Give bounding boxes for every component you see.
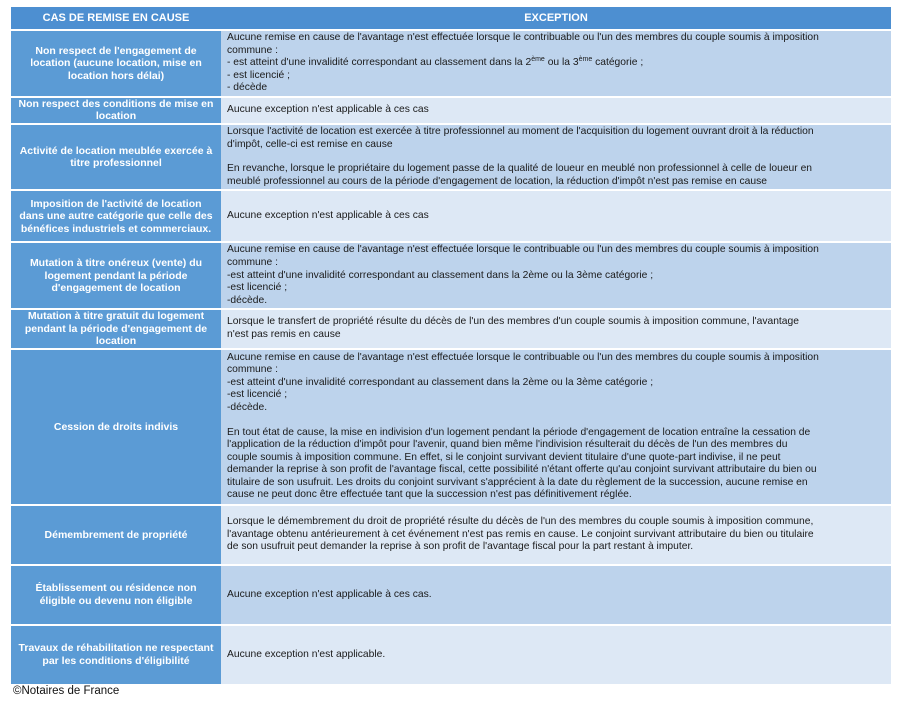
exception-line: de son usufruit peut demander la reprise à son profit de l'avantage fiscal pour la part restant à imputer. xyxy=(227,541,694,553)
exception-line: En revanche, lorsque le propriétaire du logement passe de la qualité de loueur en meublé non professionnel à celle de loueur en xyxy=(227,163,813,175)
exception-line: meublé professionnel au cours de la période d'engagement de location, la réduction d'impôt n'est pas remise en cause xyxy=(227,175,767,187)
superscript: ème xyxy=(531,56,545,64)
exception-cell: Aucune exception n'est applicable à ces cas xyxy=(221,191,891,241)
copyright-footer: ©Notaires de France xyxy=(13,685,120,697)
exception-line: -décède. xyxy=(227,294,268,306)
superscript: ème xyxy=(578,56,593,64)
header-row xyxy=(11,7,891,29)
exception-line: - est atteint d'une invalidité correspondant au classement dans la 2ème ou la 3ème catégorie ; xyxy=(227,56,644,69)
exception-line: -est licencié ; xyxy=(227,389,288,401)
table-row xyxy=(11,350,891,504)
exception-line: couple soumis à imposition commune. En effet, si le conjoint survivant devient titulaire d'une quote-part indivise, il ne peut xyxy=(227,451,781,463)
exception-line: cause ne peut donc être effectuée tant que la succession n'est pas définitivement réglée. xyxy=(227,489,632,501)
exception-cell xyxy=(221,350,891,504)
exception-cell: Aucune exception n'est applicable à ces cas. xyxy=(221,566,891,624)
exception-line: Aucune remise en cause de l'avantage n'est effectuée lorsque le contribuable ou l'un des membres du couple soumis à imposition xyxy=(227,244,819,256)
case-cell: Non respect des conditions de mise en location xyxy=(11,98,221,123)
exception-line: -est atteint d'une invalidité correspondant au classement dans la 2ème ou la 3ème catégorie ; xyxy=(227,269,654,281)
exception-column-header: EXCEPTION xyxy=(221,7,891,29)
table-row xyxy=(11,626,891,684)
exception-line: d'impôt, celle-ci est remise en cause xyxy=(227,138,393,150)
exception-line: commune : xyxy=(227,44,278,56)
table-row xyxy=(11,310,891,348)
case-cell: Non respect de l'engagement de location (aucune location, mise en location hors délai) xyxy=(11,31,221,96)
table-row xyxy=(11,506,891,564)
exception-line: Aucune remise en cause de l'avantage n'est effectuée lorsque le contribuable ou l'un des membres du couple soumis à imposition xyxy=(227,351,819,363)
table-row xyxy=(11,191,891,241)
exception-line: Lorsque le transfert de propriété résulte du décès de l'un des membres d'un couple soumis à imposition commune, l'avantage xyxy=(227,316,799,328)
remise-en-cause-table xyxy=(11,5,891,686)
case-cell: Imposition de l'activité de location dans une autre catégorie que celle des bénéfices industriels et commerciaux. xyxy=(11,191,221,241)
case-cell: Mutation à titre gratuit du logement pendant la période d'engagement de location xyxy=(11,310,221,348)
case-cell: Établissement ou résidence non éligible ou devenu non éligible xyxy=(11,566,221,624)
exception-line: l'application de la réduction d'impôt pour l'avenir, quand bien même l'indivision résulterait du décès de l'un des membres du xyxy=(227,439,788,451)
table-row xyxy=(11,125,891,189)
table-row xyxy=(11,243,891,308)
exception-cell: Aucune exception n'est applicable. xyxy=(221,626,891,684)
case-column-header: CAS DE REMISE EN CAUSE xyxy=(11,7,221,29)
case-cell: Mutation à titre onéreux (vente) du logement pendant la période d'engagement de location xyxy=(11,243,221,308)
exception-cell xyxy=(221,125,891,189)
exception-line: commune : xyxy=(227,256,278,268)
exception-line: Lorsque le démembrement du droit de propriété résulte du décès de l'un des membres du couple soumis à imposition commune, xyxy=(227,515,814,527)
table-row xyxy=(11,566,891,624)
exception-cell xyxy=(221,506,891,564)
exception-line: -est licencié ; xyxy=(227,282,288,294)
exception-line: Lorsque l'activité de location est exercée à titre professionnel au moment de l'acquisition du logement ouvrant droit à la réduction xyxy=(227,125,814,137)
exception-line: commune : xyxy=(227,364,278,376)
table-row xyxy=(11,31,891,96)
exception-cell xyxy=(221,31,891,96)
exception-cell xyxy=(221,310,891,348)
exception-line: n'est pas remis en cause xyxy=(227,329,341,341)
exception-cell xyxy=(221,243,891,308)
table-row xyxy=(11,98,891,123)
exception-cell: Aucune exception n'est applicable à ces cas xyxy=(221,98,891,123)
exception-line: demander la reprise à son profit de l'avantage fiscal, cette possibilité n'étant offerte qu'au conjoint survivant attributaire du bien ou xyxy=(227,464,817,476)
case-cell: Cession de droits indivis xyxy=(11,350,221,504)
case-cell: Démembrement de propriété xyxy=(11,506,221,564)
exception-line: l'avantage obtenu antérieurement à cet événement n'est pas remis en cause. Le conjoint survivant attributaire du bien ou titulaire xyxy=(227,528,814,540)
case-cell: Activité de location meublée exercée à titre professionnel xyxy=(11,125,221,189)
exception-line: -est atteint d'une invalidité correspondant au classement dans la 2ème ou la 3ème catégorie ; xyxy=(227,376,654,388)
exception-line: - est licencié ; xyxy=(227,69,290,81)
case-cell: Travaux de réhabilitation ne respectant par les conditions d'éligibilité xyxy=(11,626,221,684)
exception-line: Aucune remise en cause de l'avantage n'est effectuée lorsque le contribuable ou l'un des membres du couple soumis à imposition xyxy=(227,32,819,43)
exception-line: -décède. xyxy=(227,401,268,413)
exception-line: En tout état de cause, la mise en indivision d'un logement pendant la période d'engagement de location entraîne la cessation de xyxy=(227,426,811,438)
exception-line: titulaire de son usufruit. Les droits du conjoint survivant s'apprécient à la date du règlement de la succession, aucune remise en xyxy=(227,476,808,488)
exception-line: - décède xyxy=(227,82,268,94)
